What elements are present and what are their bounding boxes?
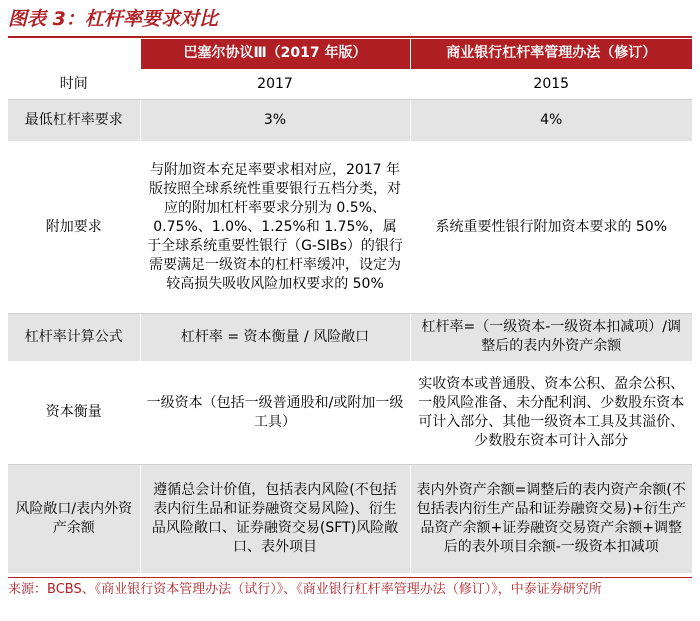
table-row	[8, 99, 692, 141]
cell-cbrc-exposure: 表内外资产余额=调整后的表内资产余额(不包括表内衍生产品和证券融资交易)+衍生产品资产余额+证券融资交易资产余额+调整后的表外项目余额-一级资本扣减项	[410, 464, 692, 573]
header-basel: 巴塞尔协议Ⅲ（2017 年版）	[140, 39, 410, 69]
table-row	[8, 69, 692, 99]
row-label-additional: 附加要求	[8, 141, 140, 313]
table-row	[8, 361, 692, 464]
row-label-exposure: 风险敞口/表内外资产余额	[8, 464, 140, 573]
row-label-capital: 资本衡量	[8, 361, 140, 464]
cell-cbrc-formula: 杠杆率=（一级资本-一级资本扣减项）/调整后的表内外资产余额	[410, 313, 692, 361]
cell-cbrc-min-leverage: 4%	[410, 99, 692, 141]
cell-basel-additional: 与附加资本充足率要求相对应，2017 年版按照全球系统性重要银行五档分类，对应的附加杠杆率要求分别为 0.5%、0.75%、1.0%、1.25%和 1.75%，属于全球系统重要性银行（G-SIBs）的银行需要满足一级资本的杠杆率缓冲，设定为较高损失吸收风险加权要求的 50%	[140, 141, 410, 313]
cell-basel-time: 2017	[140, 69, 410, 99]
cell-cbrc-additional: 系统重要性银行附加资本要求的 50%	[410, 141, 692, 313]
source-rule	[8, 577, 692, 578]
table-header-row	[8, 39, 692, 69]
cell-cbrc-time: 2015	[410, 69, 692, 99]
cell-basel-capital: 一级资本（包括一级普通股和/或附加一级工具）	[140, 361, 410, 464]
title-rule	[8, 36, 692, 38]
source-note: 来源：BCBS、《商业银行资本管理办法（试行）》、《商业银行杠杆率管理办法（修订）》，中泰证券研究所	[8, 582, 602, 597]
row-label-time: 时间	[8, 69, 140, 99]
row-label-min-leverage: 最低杠杆率要求	[8, 99, 140, 141]
cell-basel-formula: 杠杆率 = 资本衡量 / 风险敞口	[140, 313, 410, 361]
cell-basel-min-leverage: 3%	[140, 99, 410, 141]
header-cbrc: 商业银行杠杆率管理办法（修订）	[410, 39, 692, 69]
figure-title: 图表 3：杠杆率要求对比	[8, 8, 218, 30]
comparison-table	[8, 39, 692, 574]
table-row	[8, 464, 692, 573]
table-row	[8, 141, 692, 313]
row-label-formula: 杠杆率计算公式	[8, 313, 140, 361]
cell-cbrc-capital: 实收资本或普通股、资本公积、盈余公积、一般风险准备、未分配利润、少数股东资本可计入部分、其他一级资本工具及其溢价、少数股东资本可计入部分	[410, 361, 692, 464]
header-cell-empty	[8, 39, 140, 69]
cell-basel-exposure: 遵循总会计价值，包括表内风险(不包括表内衍生品和证券融资交易风险)、衍生品风险敞口、证券融资交易(SFT)风险敞口、表外项目	[140, 464, 410, 573]
table-row	[8, 313, 692, 361]
